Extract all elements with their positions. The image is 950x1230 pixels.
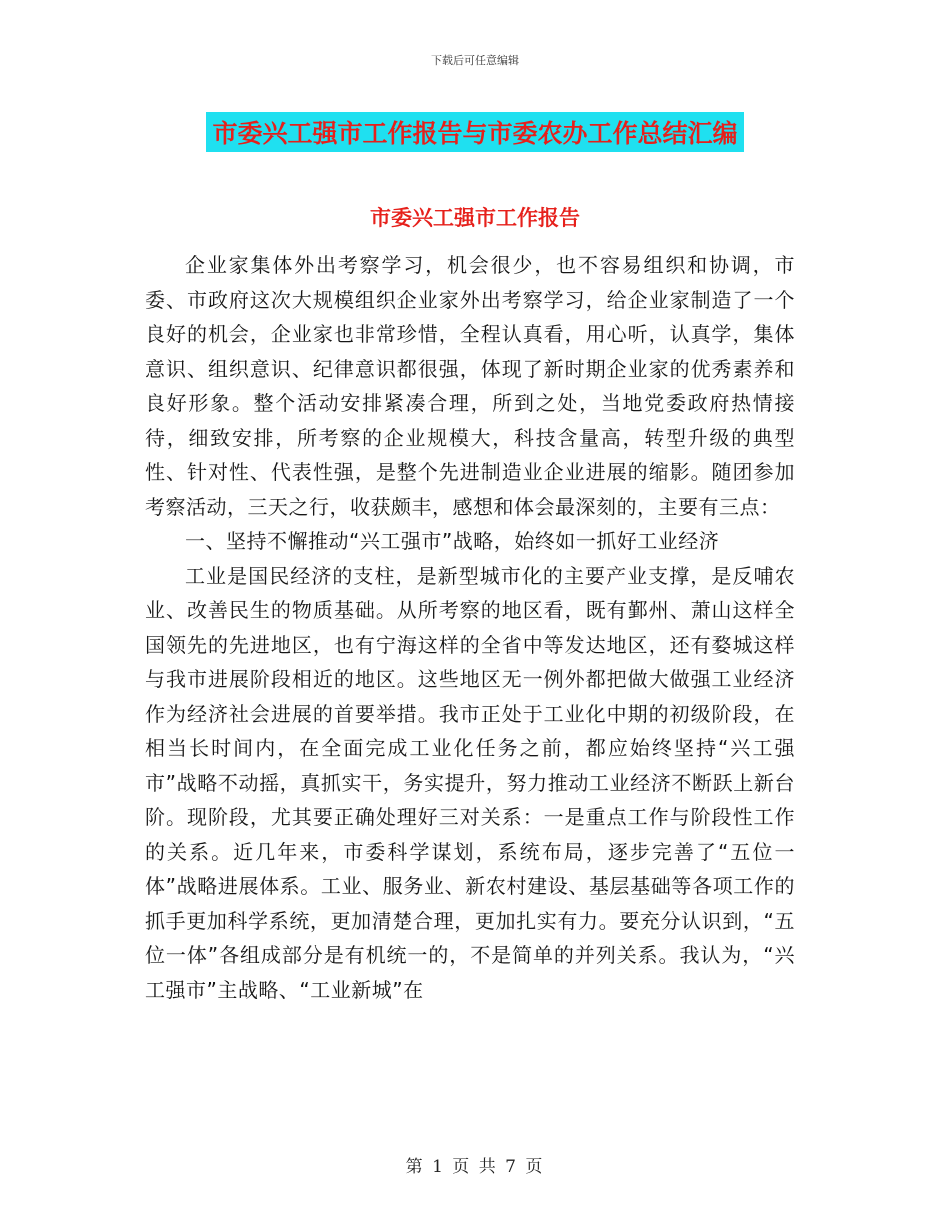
body-text [145,248,795,1007]
main-title: 市委兴工强市工作报告与市委农办工作总结汇编 [206,112,743,152]
section-title: 市委兴工强市工作报告 [370,206,580,230]
page-number: 第 1 页 共 7 页 [405,1157,545,1177]
paragraph-heading-1: 一、坚持不懈推动“兴工强市”战略，始终如一抓好工业经济 [185,529,720,553]
paragraph-intro: 企业家集体外出考察学习，机会很少，也不容易组织和协调，市委、市政府这次大规模组织企业家外出考察学习，给企业家制造了一个良好的机会，企业家也非常珍惜，全程认真看，用心听，认真学，集体意识、组织意识、纪律意识都很强，体现了新时期企业家的优秀素养和良好形象。整个活动安排紧凑合理，所到之处，当地党委政府热情接待，细致安排，所考察的企业规模大，科技含量高，转型升级的典型性、针对性、代表性强，是整个先进制造业企业进展的缩影。随团参加考察活动，三天之行，收获颇丰，感想和体会最深刻的，主要有三点： [145,253,795,519]
header-note: 下载后可任意编辑 [431,54,519,67]
main-title-wrap [0,112,950,152]
paragraph-industry: 工业是国民经济的支柱，是新型城市化的主要产业支撑，是反哺农业、改善民生的物质基础。从所考察的地区看，既有鄞州、萧山这样全国领先的先进地区，也有宁海这样的全省中等发达地区，还有婺城这样与我市进展阶段相近的地区。这些地区无一例外都把做大做强工业经济作为经济社会进展的首要举措。我市正处于工业化中期的初级阶段，在相当长时间内，在全面完成工业化任务之前，都应始终坚持“兴工强市”战略不动摇，真抓实干，务实提升，努力推动工业经济不断跃上新台阶。现阶段，尤其要正确处理好三对关系：一是重点工作与阶段性工作的关系。近几年来，市委科学谋划，系统布局，逐步完善了“五位一体”战略进展体系。工业、服务业、新农村建设、基层基础等各项工作的抓手更加科学系统，更加清楚合理，更加扎实有力。要充分认识到，“五位一体”各组成部分是有机统一的，不是简单的并列关系。我认为，“兴工强市”主战略、“工业新城”在 [145,563,795,1002]
